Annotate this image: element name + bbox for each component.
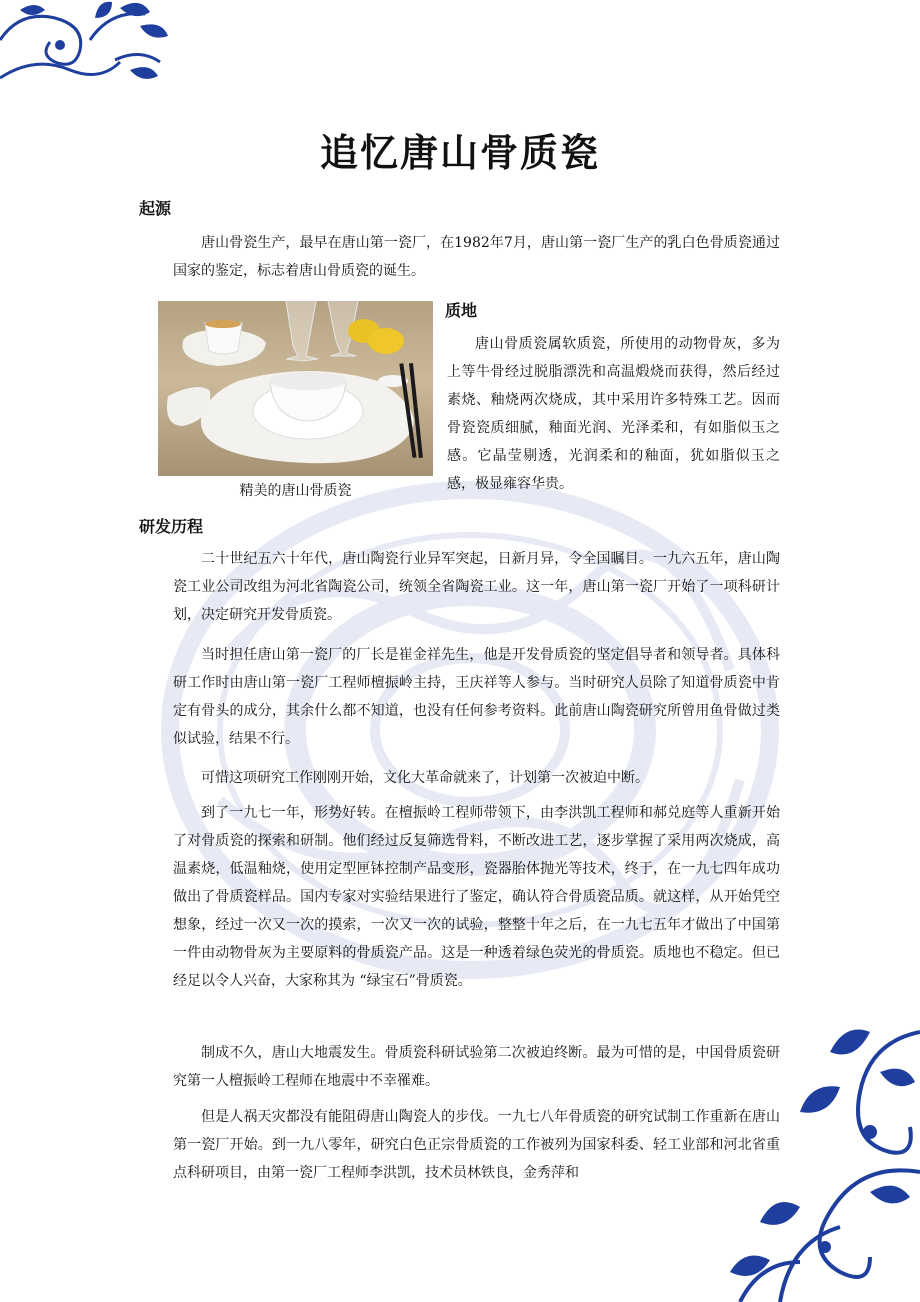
history-paragraph-2: 当时担任唐山第一瓷厂的厂长是崔金祥先生，他是开发骨质瓷的坚定倡导者和领导者。具体科研工作时由唐山第一瓷厂工程师檀振岭主持，王庆祥等人参与。当时研究人员除了知道骨质瓷中肯定有骨头的成分，其余什么都不知道，也没有任何参考资料。此前唐山陶瓷研究所曾用鱼骨做过类似试验，结果不行。 xyxy=(173,647,780,747)
photo-caption: 精美的唐山骨质瓷 xyxy=(239,483,352,499)
bone-china-photo xyxy=(158,301,433,476)
document-title: 追忆唐山骨质瓷 xyxy=(319,131,600,175)
tableware-illustration xyxy=(158,301,433,476)
origin-paragraph: 唐山骨瓷生产，最早在唐山第一瓷厂，在1982年7月，唐山第一瓷厂生产的乳白色骨质瓷通过国家的鉴定，标志着唐山骨质瓷的诞生。 xyxy=(173,235,780,279)
history-paragraph-5: 制成不久，唐山大地震发生。骨质瓷科研试验第二次被迫终断。最为可惜的是，中国骨质瓷研究第一人檀振岭工程师在地震中不幸罹难。 xyxy=(173,1045,780,1089)
section-heading-history: 研发历程 xyxy=(139,517,204,536)
history-paragraph-1: 二十世纪五六十年代，唐山陶瓷行业异军突起，日新月异，令全国瞩目。一九六五年，唐山陶瓷工业公司改组为河北省陶瓷公司，统领全省陶瓷工业。这一年，唐山第一瓷厂开始了一项科研计划，决定研究开发骨质瓷。 xyxy=(173,551,780,623)
section-heading-origin: 起源 xyxy=(139,199,172,218)
history-paragraph-6: 但是人祸天灾都没有能阻碍唐山陶瓷人的步伐。一九七八年骨质瓷的研究试制工作重新在唐山第一瓷厂开始。到一九八零年，研究白色正宗骨质瓷的工作被列为国家科委、轻工业部和河北省重点科研项目，由第一瓷厂工程师李洪凯，技术员林铁良，金秀萍和 xyxy=(173,1109,780,1181)
history-paragraph-4: 到了一九七一年，形势好转。在檀振岭工程师带领下，由李洪凯工程师和郝兑庭等人重新开始了对骨质瓷的探索和研制。他们经过反复筛选骨料，不断改进工艺，逐步掌握了采用两次烧成，高温素烧，低温釉烧，使用定型匣钵控制产品变形，瓷器胎体抛光等技术，终于，在一九七四年成功做出了骨质瓷样品。国内专家对实验结果进行了鉴定，确认符合骨质瓷品质。就这样，从开始凭空想象，经过一次又一次的摸索，一次又一次的试验，整整十年之后，在一九七五年才做出了中国第一件由动物骨灰为主要原料的骨质瓷产品。这是一种透着绿色荧光的骨质瓷。质地也不稳定。但已经足以令人兴奋，大家称其为 “绿宝石”骨质瓷。 xyxy=(173,805,780,989)
floral-corner-top-left-icon xyxy=(0,0,175,90)
section-heading-texture: 质地 xyxy=(445,301,478,320)
history-paragraph-3: 可惜这项研究工作刚刚开始，文化大革命就来了，计划第一次被迫中断。 xyxy=(201,770,649,786)
texture-paragraph: 唐山骨质瓷属软质瓷，所使用的动物骨灰，多为上等牛骨经过脱脂漂洗和高温煅烧而获得，然后经过素烧、釉烧两次烧成，其中采用许多特殊工艺。因而骨瓷瓷质细腻，釉面光润、光泽柔和，有如脂似玉之感。它晶莹剔透，光润柔和的釉面，犹如脂似玉之感，极显雍容华贵。 xyxy=(447,336,780,492)
